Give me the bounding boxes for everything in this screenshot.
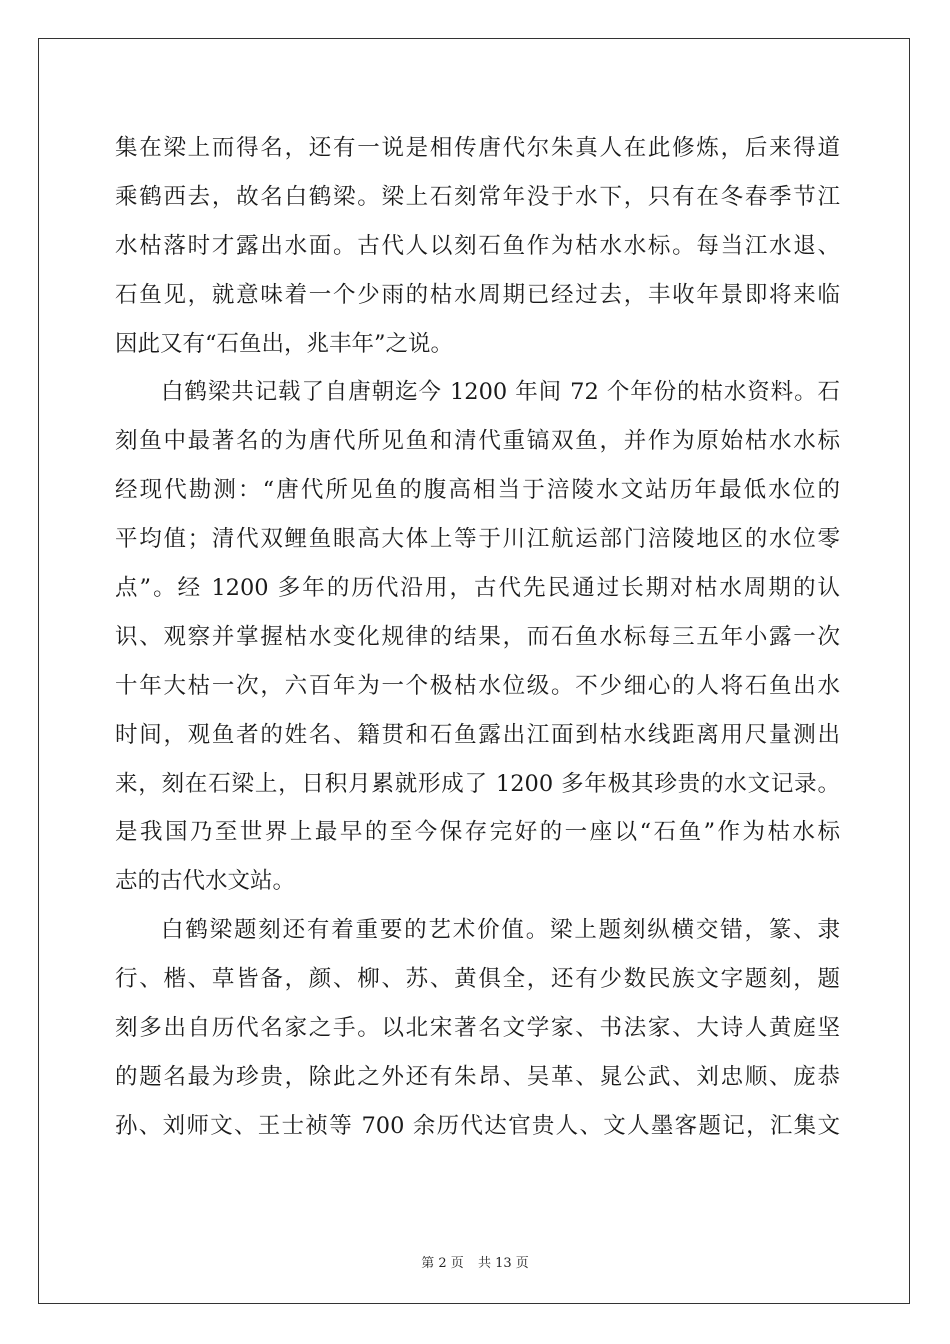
text-line: 白鹤梁共记载了自唐朝迄今 1200 年间 72 个年份的枯水资料。石 (161, 379, 840, 406)
text-line: 的题名最为珍贵，除此之外还有朱昂、吴革、晁公武、刘忠顺、庞恭 (115, 1063, 840, 1090)
text-line: 白鹤梁题刻还有着重要的艺术价值。梁上题刻纵横交错，篆、隶 (161, 917, 840, 944)
text-line: 十年大枯一次，六百年为一个极枯水位级。不少细心的人将石鱼出水 (115, 672, 840, 699)
text-line: 平均值；清代双鲤鱼眼高大体上等于川江航运部门涪陵地区的水位零 (115, 526, 840, 553)
text-line: 识、观察并掌握枯水变化规律的结果，而石鱼水标每三五年小露一次 (115, 623, 840, 650)
text-line: 水枯落时才露出水面。古代人以刻石鱼作为枯水水标。每当江水退、 (115, 232, 840, 259)
page-total: 共 13 页 (477, 1256, 529, 1271)
text-line: 行、楷、草皆备，颜、柳、苏、黄俱全，还有少数民族文字题刻，题 (115, 966, 840, 993)
text-line: 经现代勘测：“唐代所见鱼的腹高相当于涪陵水文站历年最低水位的 (115, 477, 840, 504)
document-body (115, 124, 840, 1151)
text-line: 刻多出自历代名家之手。以北宋著名文学家、书法家、大诗人黄庭坚 (115, 1015, 840, 1042)
text-line: 志的古代水文站。 (115, 868, 296, 895)
text-line: 石鱼见，就意味着一个少雨的枯水周期已经过去，丰收年景即将来临 (115, 281, 840, 308)
paragraph-2 (115, 368, 840, 906)
page-number: 第 2 页 (421, 1256, 464, 1271)
text-line: 来，刻在石梁上，日积月累就形成了 1200 多年极其珍贵的水文记录。 (115, 770, 840, 797)
text-line: 乘鹤西去，故名白鹤梁。梁上石刻常年没于水下，只有在冬春季节江 (115, 183, 840, 210)
page-footer (0, 1252, 950, 1271)
text-line: 因此又有“石鱼出，兆丰年”之说。 (115, 330, 454, 357)
text-line: 刻鱼中最著名的为唐代所见鱼和清代重镐双鱼，并作为原始枯水水标 (115, 428, 840, 455)
paragraph-3 (115, 906, 840, 1150)
text-line: 集在梁上而得名，还有一说是相传唐代尔朱真人在此修炼，后来得道 (115, 135, 840, 161)
text-line: 点”。经 1200 多年的历代沿用，古代先民通过长期对枯水周期的认 (115, 575, 840, 602)
paragraph-1 (115, 124, 840, 368)
text-line: 孙、刘师文、王士祯等 700 余历代达官贵人、文人墨客题记，汇集文 (115, 1112, 840, 1139)
text-line: 是我国乃至世界上最早的至今保存完好的一座以“石鱼”作为枯水标 (115, 819, 840, 846)
text-line: 时间，观鱼者的姓名、籍贯和石鱼露出江面到枯水线距离用尺量测出 (115, 721, 840, 748)
